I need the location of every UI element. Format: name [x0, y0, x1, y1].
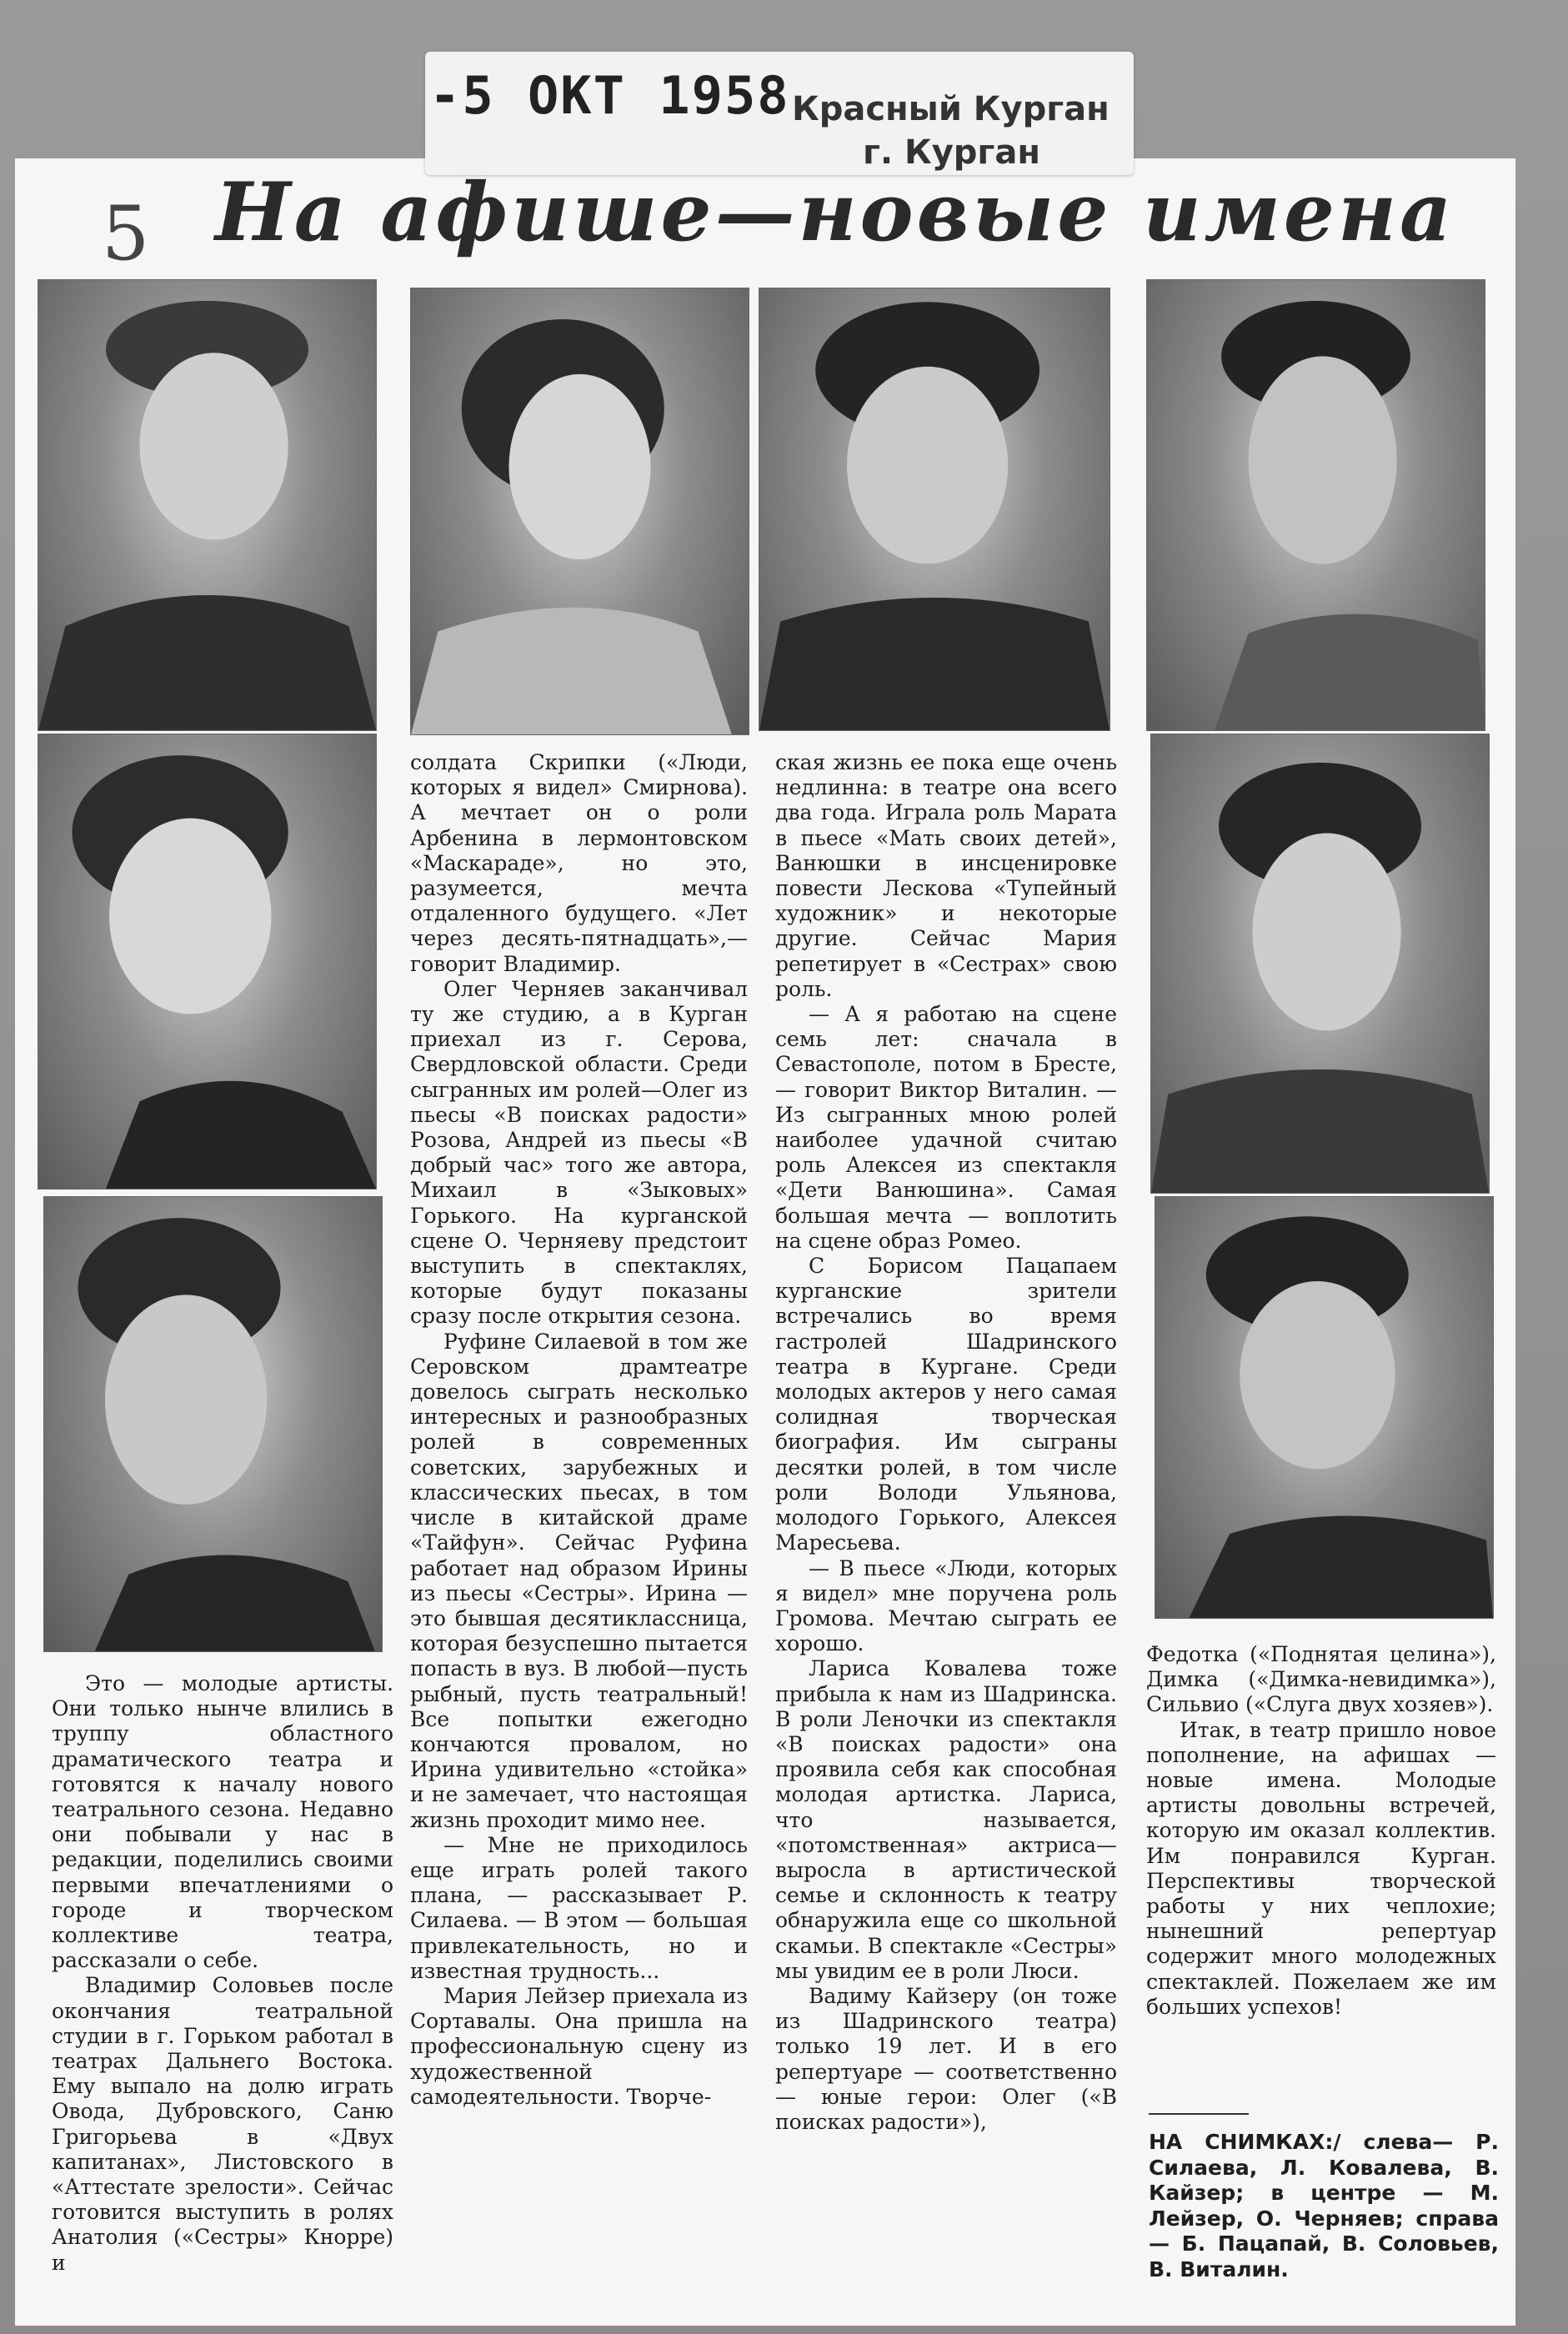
paragraph: Руфине Силаевой в том же Серовском драмтеатре довелось сыграть несколько интересных и разнообразных ролей в современных советских, зарубежных и классических пьесах, в том числе в китайской драме «Тайфун». Сейчас Руфина работает над образом Ирины из пьесы «Сестры». Ирина — это бывшая десятиклассница, которая безуспешно пытается попасть в вуз. В любой—пусть рыбный, пусть театральный! Все попытки ежегодно кончаются провалом, но Ирина удивительно «стойка» и не замечает, что настоящая жизнь проходит мимо нее.	[410, 1329, 748, 1832]
photo-vitalin	[1155, 1196, 1494, 1619]
photo-silaeva	[38, 279, 377, 731]
caption-divider	[1149, 2113, 1249, 2115]
paragraph: ская жизнь ее пока еще очень недлинна: в театре она всего два года. Играла роль Марата в пьесе «Мать своих детей», Ванюшки в инсценировке повести Лескова «Тупейный художник» и некоторые другие. Сейчас Мария репетирует в «Сестрах» свою роль.	[775, 750, 1117, 1001]
paragraph: Вадиму Кайзеру (он тоже из Шадринского театра) только 19 лет. И в его репертуаре — соответственно — юные герои: Олег («В поисках радости»),	[775, 1983, 1117, 2134]
paragraph: Итак, в театр пришло новое пополнение, на афишах — новые имена. Молодые артисты довольны встречей, которую им оказал коллектив. Им понравился Курган. Перспективы творческой работы у них чеплохие; нынешний репертуар содержит много молодежных спектаклей. Пожелаем же им больших успехов!	[1146, 1717, 1496, 2019]
article-column-4	[1146, 1642, 1496, 2020]
stamp-newspaper: Красный Курган	[792, 90, 1110, 128]
photo-chernyaev	[759, 288, 1110, 731]
paragraph: — А я работаю на сцене семь лет: сначала в Севастополе, потом в Бресте, — говорит Виктор Виталин. — Из сыгранных мною ролей наиболее удачной считаю роль Алексея из спектакля «Дети Ванюшина». Самая большая мечта — воплотить на сцене образ Ромео.	[775, 1002, 1117, 1253]
article-column-1	[52, 1671, 393, 2276]
article-column-3	[775, 750, 1117, 2135]
paragraph: С Борисом Пацапаем курганские зрители встречались во время гастролей Шадринского театра в Кургане. Среди молодых актеров у него самая солидная творческая биография. Им сыграны десятки ролей, в том числе роли Володи Ульянова, молодого Горького, Алексея Маресьева.	[775, 1254, 1117, 1555]
paragraph: Лариса Ковалева тоже прибыла к нам из Шадринска. В роли Леночки из спектакля «В поисках радости» она проявила себя как способная молодая артистка. Лариса, что называется, «потомственная» актриса—выросла в артистической семье и склонность к театру обнаружила еще со школьной скамьи. В спектакле «Сестры» мы увидим ее в роли Люси.	[775, 1656, 1117, 1983]
paragraph: — Мне не приходилось еще играть ролей такого плана, — рассказывает Р. Силаева. — В этом — большая привлекательность, но и известная трудность...	[410, 1832, 748, 1983]
page-number: 5	[102, 190, 150, 278]
stamp-city: г. Курган	[863, 133, 1040, 172]
paragraph: Олег Черняев заканчивал ту же студию, а в Курган приехал из г. Серова, Свердловской области. Среди сыгранных им ролей—Олег из пьесы «В поисках радости» Розова, Андрей из пьесы «В добрый час» того же автора, Михаил в «Зыковых» Горького. На курганской сцене О. Черняеву предстоит выступить в спектаклях, которые будут показаны сразу после открытия сезона.	[410, 976, 748, 1329]
photo-kovaleva	[38, 734, 377, 1190]
paragraph: солдата Скрипки («Люди, которых я видел» Смирнова). А мечтает он о роли Арбенина в лермонтовском «Маскараде», но это, разумеется, мечта отдаленного будущего. «Лет через десять-пятнадцать»,—говорит Владимир.	[410, 750, 748, 976]
paragraph: Владимир Соловьев после окончания театральной студии в г. Горьком работал в театрах Дальнего Востока. Ему выпало на долю играть Овода, Дубровского, Саню Григорьева в «Двух капитанах», Листовского в «Аттестате зрелости». Сейчас готовится выступить в ролях Анатолия («Сестры» Кнорре) и	[52, 1973, 393, 2275]
paragraph: Это — молодые артисты. Они только нынче влились в труппу областного драматического театра и готовятся к началу нового театрального сезона. Недавно они побывали у нас в редакции, поделились своими первыми впечатлениями о городе и творческом коллективе театра, рассказали о себе.	[52, 1671, 393, 1973]
photo-solovyov	[1150, 734, 1490, 1194]
stamp-date: -5 ОКТ 1958	[429, 65, 790, 126]
article-headline: На афише—новые имена	[215, 165, 1455, 259]
paragraph: Федотка («Поднятая целина»), Димка («Димка-невидимка»), Сильвио («Слуга двух хозяев»).	[1146, 1642, 1496, 1717]
photo-caption: НА СНИМКАХ:/ слева— Р. Силаева, Л. Ковалева, В. Кайзер; в центре — М. Лейзер, О. Черняев; справа — Б. Пацапай, В. Соловьев, В. Виталин.	[1149, 2130, 1499, 2281]
photo-patsapai	[1146, 279, 1485, 731]
photo-kaizer	[43, 1196, 383, 1652]
paragraph: — В пьесе «Люди, которых я видел» мне поручена роль Громова. Мечтаю сыграть ее хорошо.	[775, 1555, 1117, 1656]
photo-leizer	[410, 288, 749, 735]
paragraph: Мария Лейзер приехала из Сортавалы. Она пришла на профессиональную сцену из художественной самодеятельности. Творче-	[410, 1983, 748, 2109]
article-column-2	[410, 750, 748, 2110]
